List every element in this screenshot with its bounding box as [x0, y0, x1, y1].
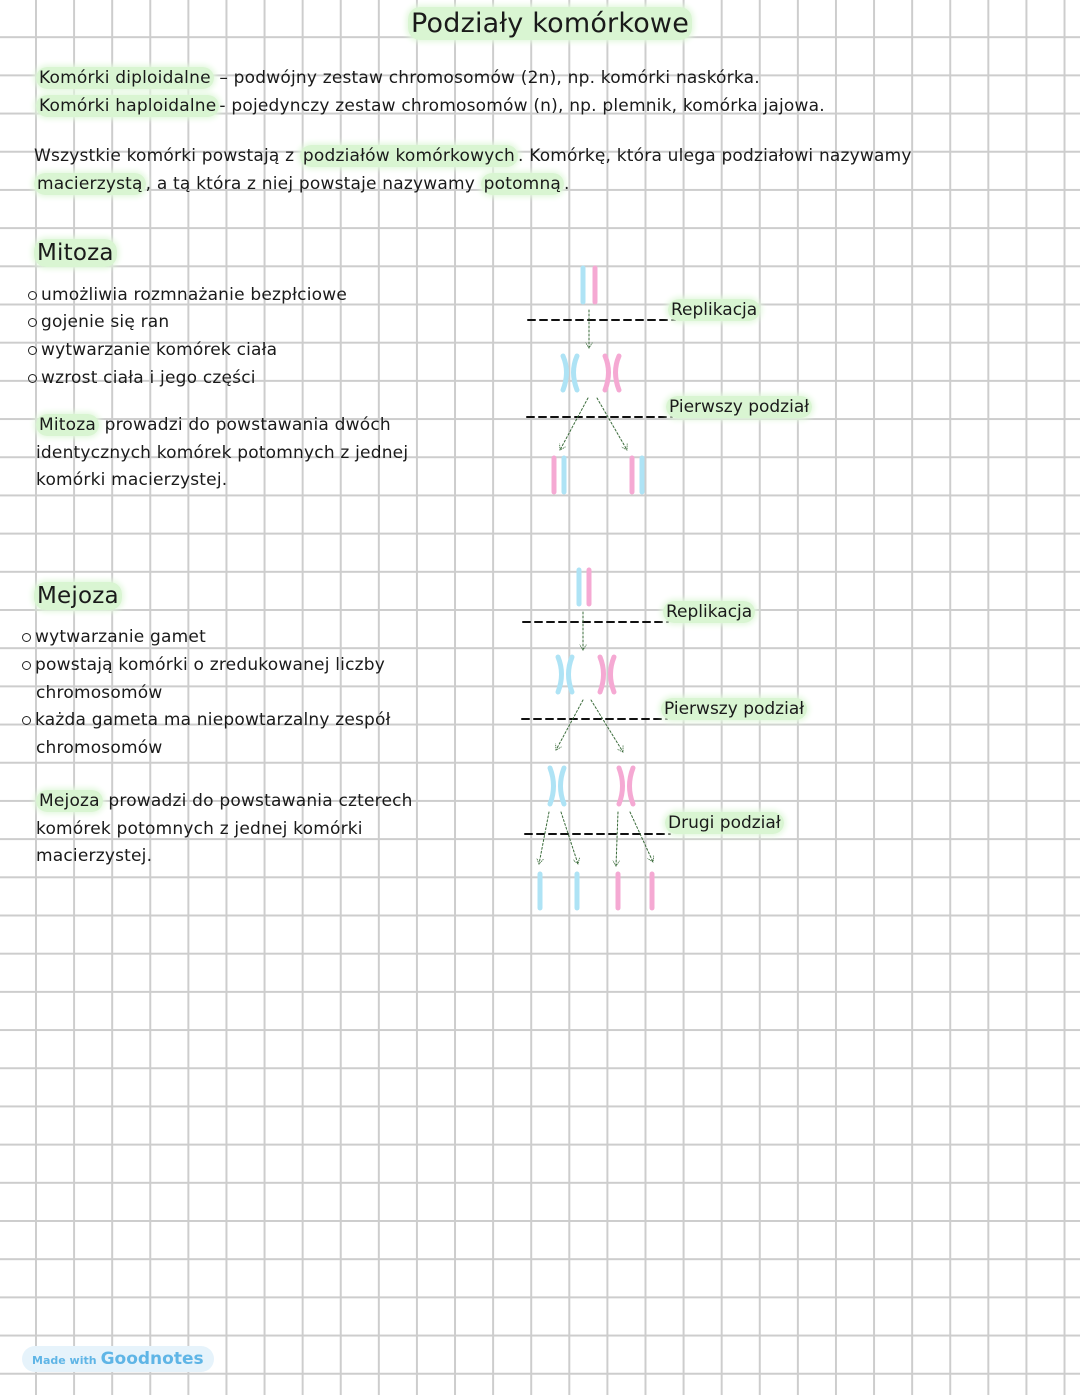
definition-haploid: Komórki haploidalne - pojedynczy zestaw chromosomów (n), np. plemnik, komórka jajowa.: [36, 96, 825, 116]
chromosome-pink: [605, 356, 619, 390]
mejoza-bullet: wytwarzanie gamet: [22, 627, 206, 647]
mitoza-bullet: wzrost ciała i jego części: [28, 368, 256, 388]
chromosome-blue: [563, 356, 577, 390]
mitoza-summary: komórki macierzystej.: [36, 470, 228, 490]
label-replication: Replikacja: [663, 602, 755, 622]
page-title: Podziały komórkowe: [408, 8, 692, 39]
mejoza-bullet: powstają komórki o zredukowanej liczby: [22, 655, 385, 675]
goodnotes-logo: Made with Goodnotes: [22, 1346, 214, 1372]
mitoza-heading: Mitoza: [34, 240, 117, 266]
definition-diploid: Komórki diploidalne – podwójny zestaw chromosomów (2n), np. komórki naskórka.: [36, 68, 760, 88]
intro-line-2: macierzystą , a tą która z niej powstaje nazywamy potomną .: [34, 174, 570, 194]
mitoza-bullet: gojenie się ran: [28, 312, 169, 332]
meiosis-diagram: [522, 570, 670, 908]
intro-line-1: Wszystkie komórki powstają z podziałów komórkowych . Komórkę, która ulega podziałowi nazywamy: [34, 146, 912, 166]
mitoza-bullet: umożliwia rozmnażanie bezpłciowe: [28, 285, 347, 305]
mejoza-summary: komórek potomnych z jednej komórki: [36, 819, 363, 839]
mejoza-bullet-cont: chromosomów: [36, 683, 163, 703]
label-replication: Replikacja: [668, 300, 760, 320]
label-second-division: Drugi podział: [665, 813, 784, 833]
mejoza-summary: Mejoza prowadzi do powstawania czterech: [36, 791, 413, 811]
mejoza-summary: macierzystej.: [36, 846, 153, 866]
mejoza-heading: Mejoza: [34, 583, 122, 609]
label-first-division: Pierwszy podział: [666, 397, 812, 417]
mejoza-bullet: każda gameta ma niepowtarzalny zespół: [22, 710, 391, 730]
mitosis-diagram: [527, 268, 675, 492]
mitoza-bullet: wytwarzanie komórek ciała: [28, 340, 277, 360]
mitoza-summary: identycznych komórek potomnych z jednej: [36, 443, 409, 463]
mitoza-summary: Mitoza prowadzi do powstawania dwóch: [36, 415, 391, 435]
mejoza-bullet-cont: chromosomów: [36, 738, 163, 758]
label-first-division: Pierwszy podział: [661, 699, 807, 719]
